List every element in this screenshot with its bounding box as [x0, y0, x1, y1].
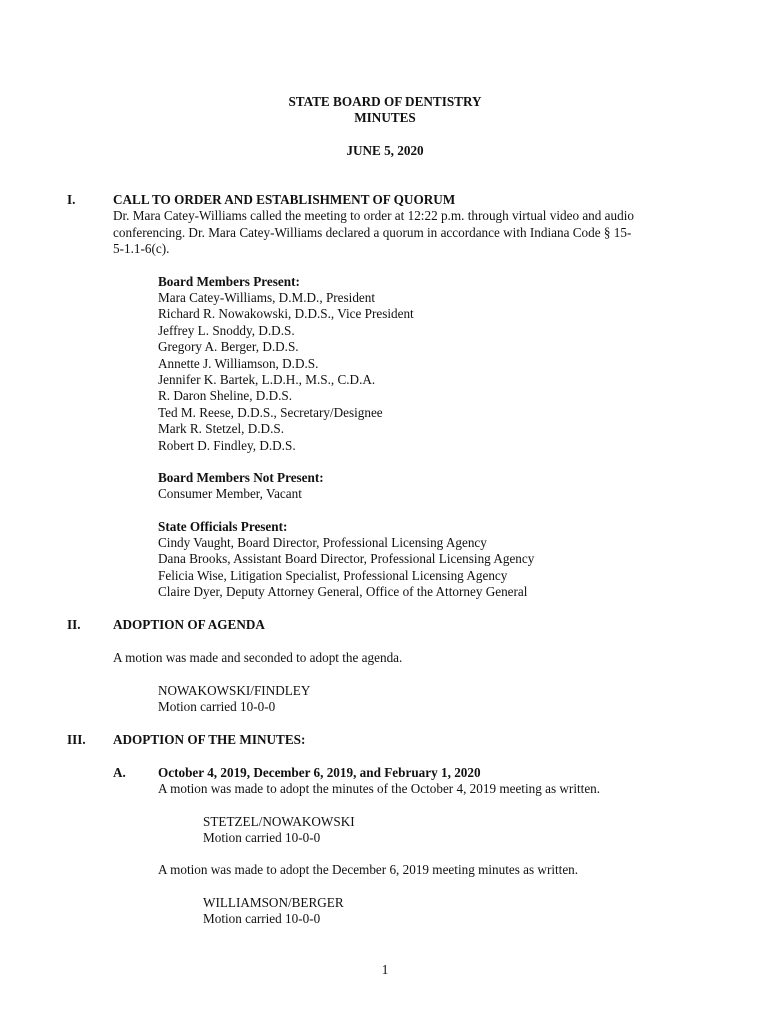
state-officials-list — [158, 535, 534, 601]
list-item: Jeffrey L. Snoddy, D.D.S. — [158, 322, 295, 338]
section-1-text-line-3: 5-1.1-6(c). — [113, 241, 170, 256]
list-item: Robert D. Findley, D.D.S. — [158, 437, 296, 453]
list-item: Cindy Vaught, Board Director, Professional Licensing Agency — [158, 535, 487, 550]
page-number: 1 — [381, 962, 389, 977]
state-officials-heading: State Officials Present: — [158, 519, 288, 534]
list-item: Annette J. Williamson, D.D.S. — [158, 355, 319, 371]
list-item: Dana Brooks, Assistant Board Director, Professional Licensing Agency — [158, 551, 535, 567]
section-1-heading: CALL TO ORDER AND ESTABLISHMENT OF QUORUM — [113, 192, 456, 207]
motion-names: NOWAKOWSKI/FINDLEY — [158, 683, 311, 698]
board-members-present-heading: Board Members Present: — [158, 274, 300, 289]
document-title: STATE BOARD OF DENTISTRY — [288, 94, 482, 109]
list-item: Richard R. Nowakowski, D.D.S., Vice President — [158, 306, 414, 322]
section-3-numeral: III. — [67, 732, 86, 747]
section-2-heading: ADOPTION OF AGENDA — [113, 617, 265, 632]
list-item: Mara Catey-Williams, D.M.D., President — [158, 290, 376, 305]
list-item: Consumer Member, Vacant — [158, 486, 302, 501]
motion-1-result: Motion carried 10-0-0 — [203, 830, 321, 845]
motion-2-result: Motion carried 10-0-0 — [203, 911, 321, 926]
motion-2-names: WILLIAMSON/BERGER — [203, 895, 344, 910]
list-item: Claire Dyer, Deputy Attorney General, Office of the Attorney General — [158, 584, 528, 600]
motion-result: Motion carried 10-0-0 — [158, 699, 276, 714]
motion-1-text: A motion was made to adopt the minutes of the October 4, 2019 meeting as written. — [158, 781, 601, 796]
list-item: Mark R. Stetzel, D.D.S. — [158, 421, 285, 437]
section-2-text: A motion was made and seconded to adopt the agenda. — [113, 650, 403, 665]
section-1-text-line-2: conferencing. Dr. Mara Catey-Williams declared a quorum in accordance with Indiana Code § 15- — [113, 225, 632, 240]
list-item: Gregory A. Berger, D.D.S. — [158, 339, 299, 355]
list-item: Jennifer K. Bartek, L.D.H., M.S., C.D.A. — [158, 372, 376, 388]
motion-2-text: A motion was made to adopt the December 6, 2019 meeting minutes as written. — [158, 862, 579, 877]
subsection-a-letter: A. — [113, 765, 126, 780]
list-item: R. Daron Sheline, D.D.S. — [158, 388, 293, 404]
subsection-a-heading: October 4, 2019, December 6, 2019, and February 1, 2020 — [158, 765, 481, 780]
section-1-numeral: I. — [67, 192, 76, 207]
board-members-not-present-heading: Board Members Not Present: — [158, 470, 324, 485]
board-members-present-list — [158, 290, 414, 454]
section-2-numeral: II. — [67, 617, 81, 632]
section-3-heading: ADOPTION OF THE MINUTES: — [113, 732, 306, 747]
document-subtitle: MINUTES — [354, 110, 416, 125]
list-item: Ted M. Reese, D.D.S., Secretary/Designee — [158, 404, 383, 420]
motion-1-names: STETZEL/NOWAKOWSKI — [203, 814, 355, 829]
section-1-text-line-1: Dr. Mara Catey-Williams called the meeting to order at 12:22 p.m. through virtual video and audio — [113, 208, 634, 223]
list-item: Felicia Wise, Litigation Specialist, Professional Licensing Agency — [158, 567, 508, 583]
meeting-date: JUNE 5, 2020 — [346, 143, 424, 158]
